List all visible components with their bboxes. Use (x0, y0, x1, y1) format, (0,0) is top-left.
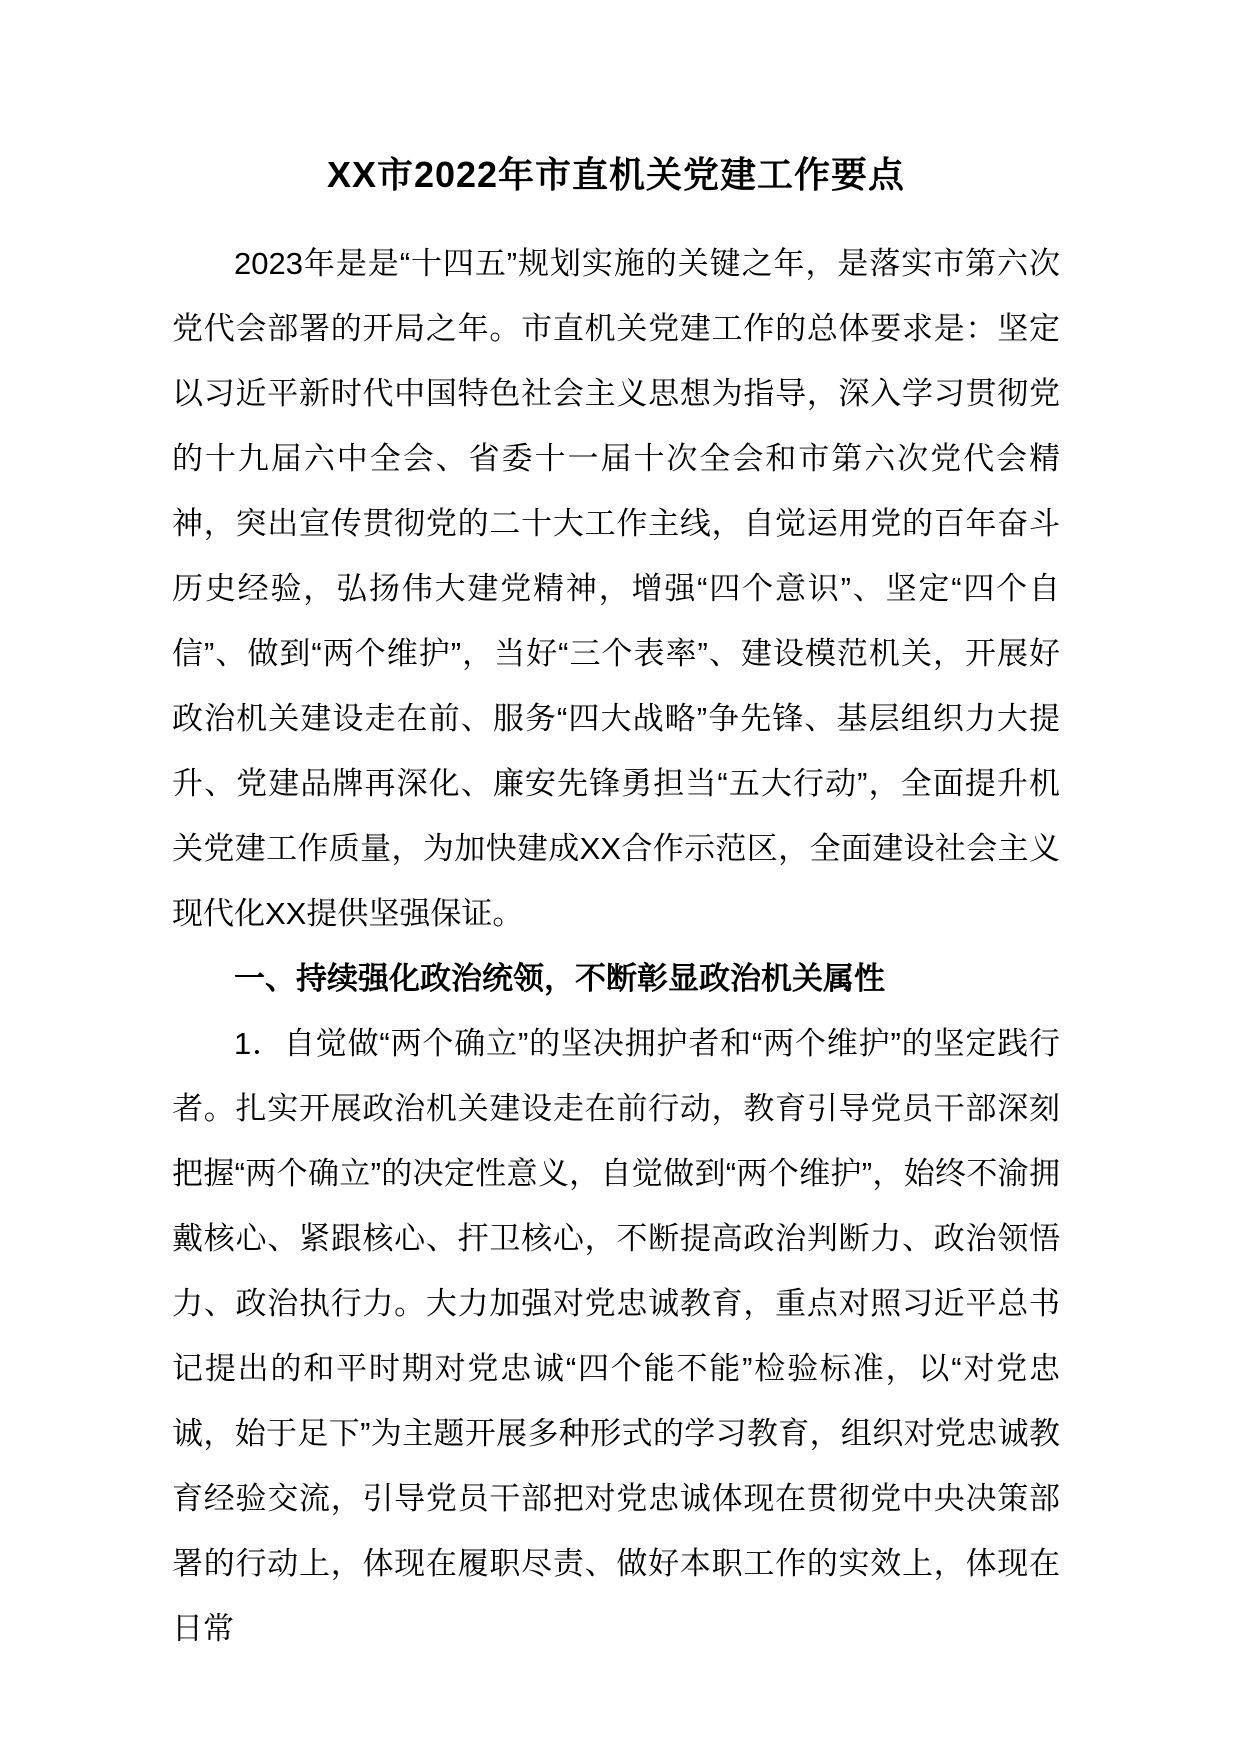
intro-paragraph: 2023年是是“十四五”规划实施的关键之年，是落实市第六次党代会部署的开局之年。市直机关党建工作的总体要求是：坚定以习近平新时代中国特色社会主义思想为指导，深入学习贯彻党的十九届六中全会、省委十一届十次全会和市第六次党代会精神，突出宣传贯彻党的二十大工作主线，自觉运用党的百年奋斗历史经验，弘扬伟大建党精神，增强“四个意识”、坚定“四个自信”、做到“两个维护”，当好“三个表率”、建设模范机关，开展好政治机关建设走在前、服务“四大战略”争先锋、基层组织力大提升、党建品牌再深化、廉安先锋勇担当“五大行动”，全面提升机关党建工作质量，为加快建成XX合作示范区，全面建设社会主义现代化XX提供坚强保证。 (172, 245, 1060, 931)
document-title: XX市2022年市直机关党建工作要点 (326, 154, 906, 195)
section-heading-1: 一、持续强化政治统领，不断彰显政治机关属性 (234, 960, 885, 996)
body-paragraph-1: 1．自觉做“两个确立”的坚决拥护者和“两个维护”的坚定践行者。扎实开展政治机关建设走在前行动，教育引导党员干部深刻把握“两个确立”的决定性意义，自觉做到“两个维护”，始终不渝拥戴核心、紧跟核心、扞卫核心，不断提高政治判断力、政治领悟力、政治执行力。大力加强对党忠诚教育，重点对照习近平总书记提出的和平时期对党忠诚“四个能不能”检验标准，以“对党忠诚，始于足下”为主题开展多种形式的学习教育，组织对党忠诚教育经验交流，引导党员干部把对党忠诚体现在贯彻党中央决策部署的行动上，体现在履职尽责、做好本职工作的实效上，体现在日常 (172, 1025, 1060, 1646)
